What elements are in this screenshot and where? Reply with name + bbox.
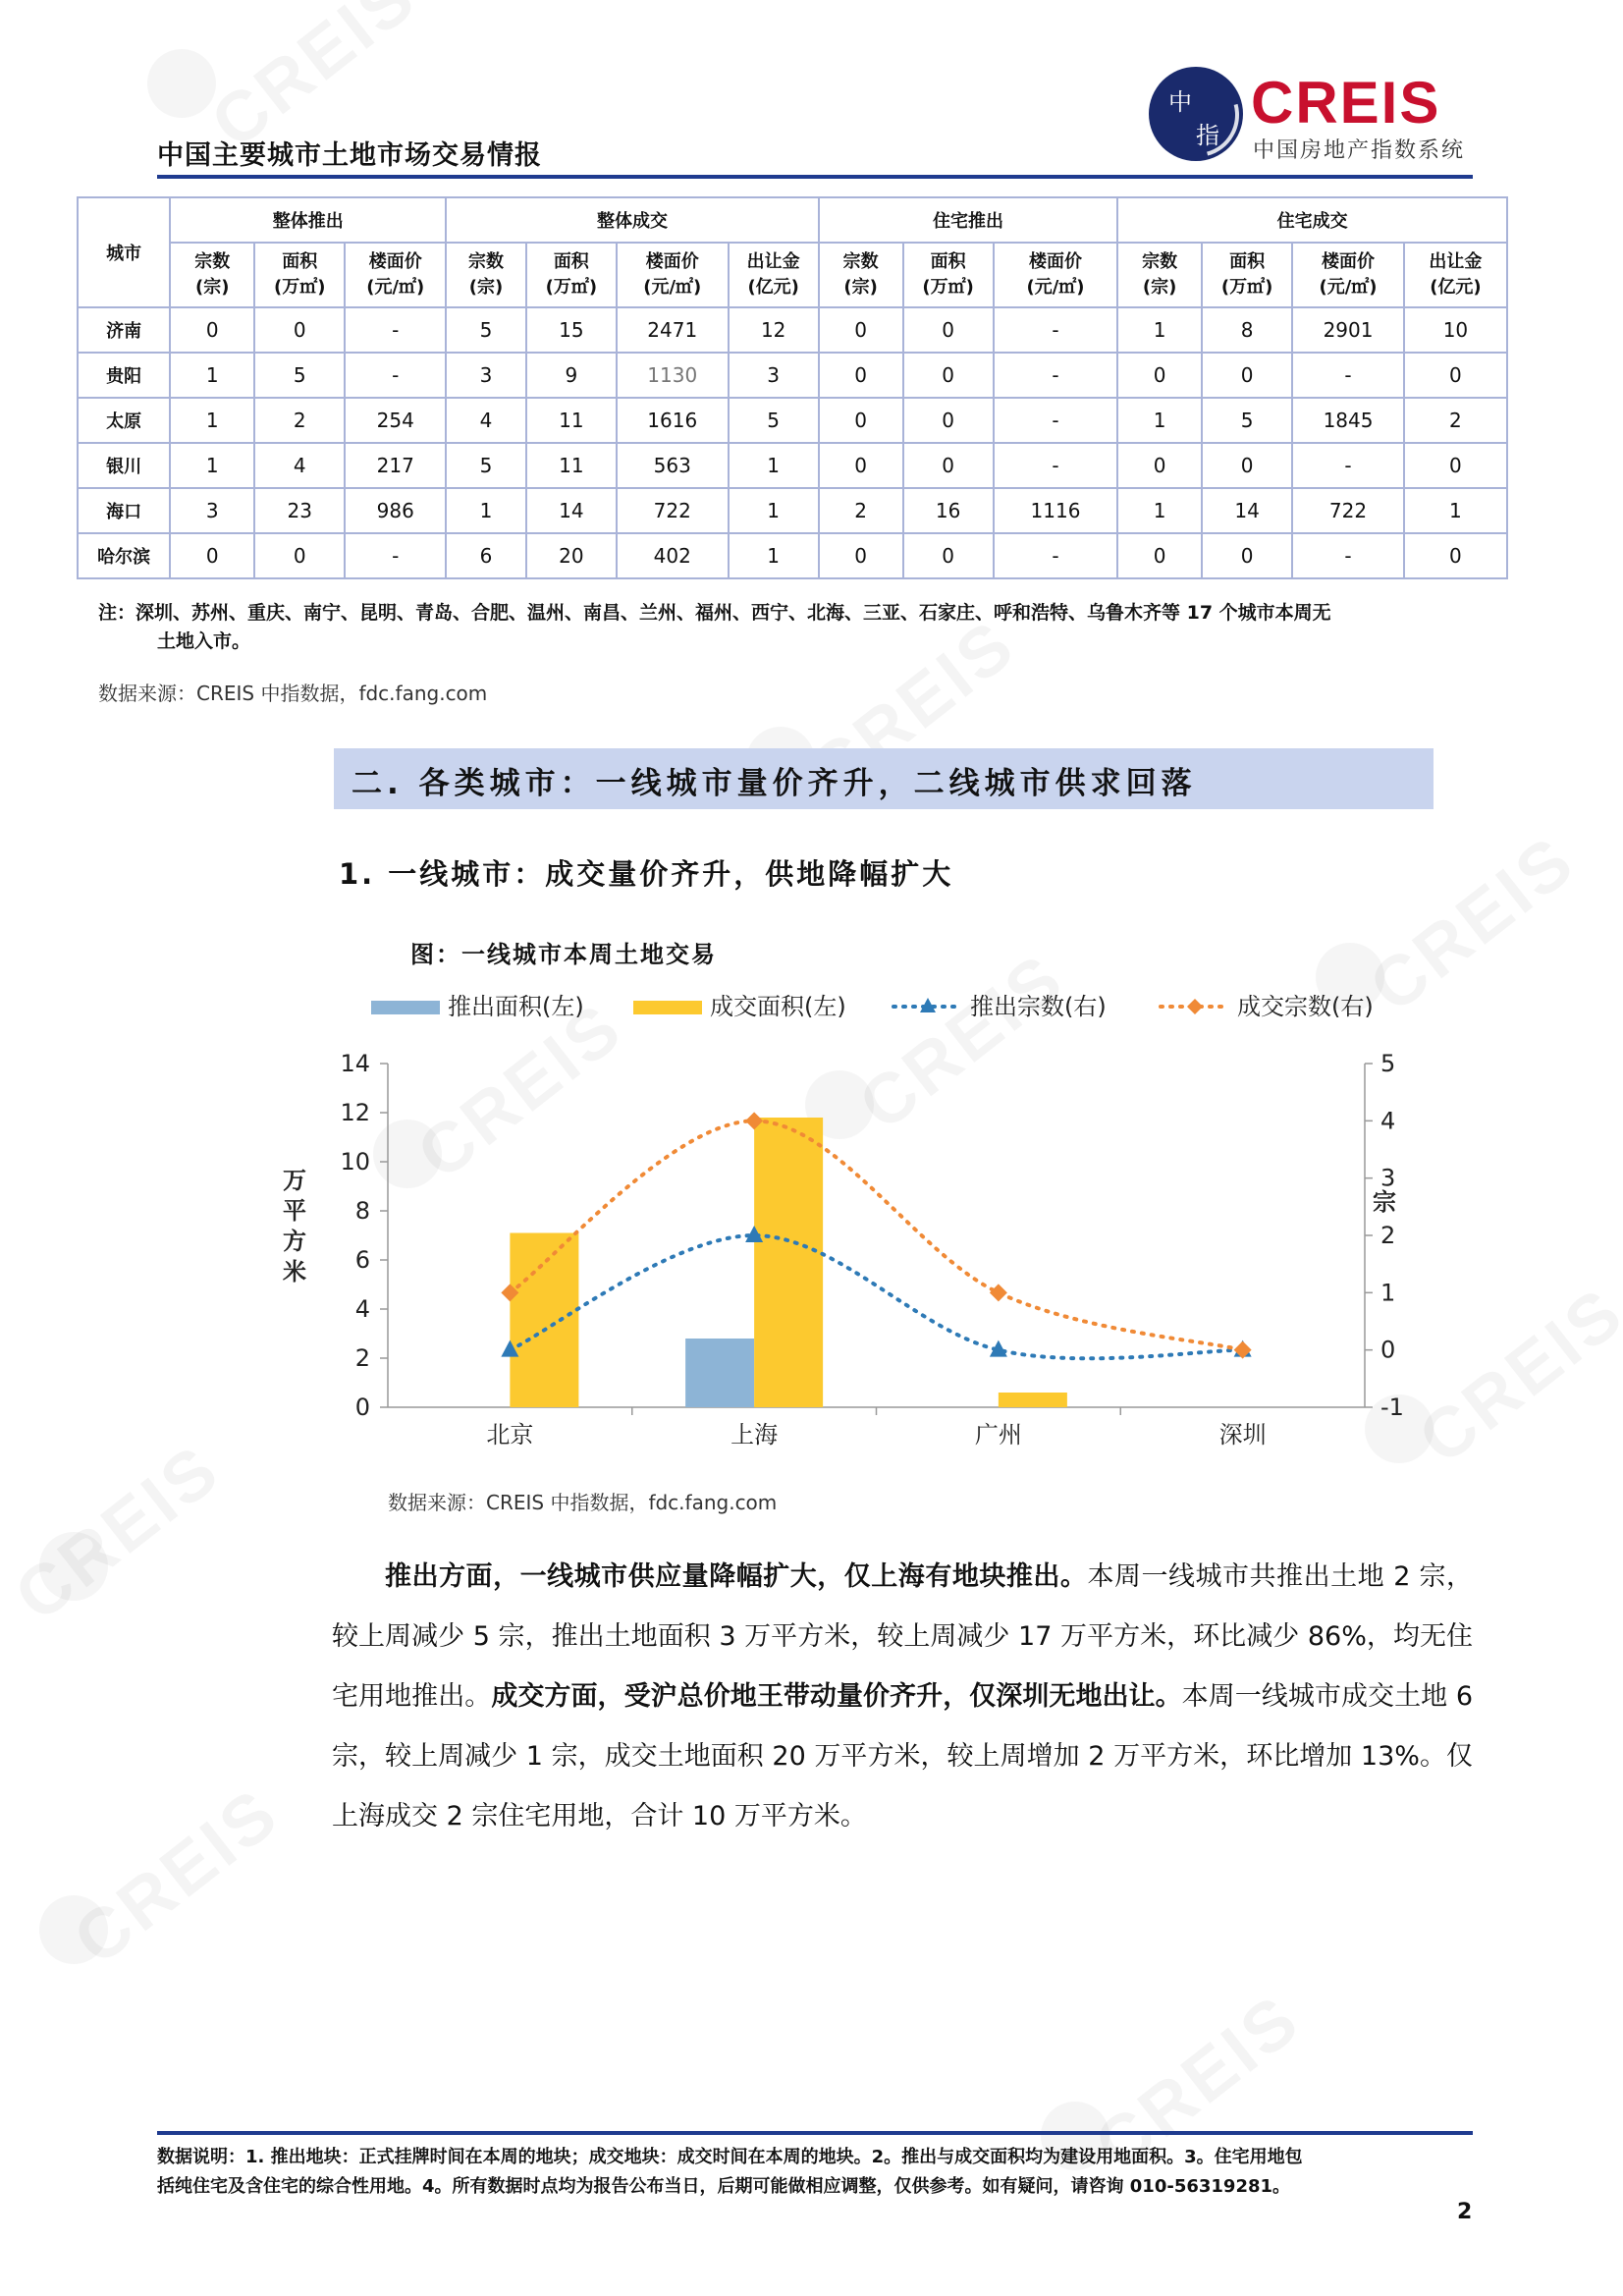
table-cell: 0 [254, 533, 345, 578]
table-cell: 0 [819, 443, 903, 488]
watermark-text [59, 1773, 295, 1981]
table-row [78, 307, 1507, 353]
table-body [78, 307, 1507, 578]
table-cell: 4 [254, 443, 345, 488]
table-subheader: 宗数 (宗) [170, 243, 254, 307]
table-cell: 0 [1202, 533, 1292, 578]
table-cell: 2901 [1292, 307, 1404, 353]
table-cell: 1 [1404, 488, 1507, 533]
x-tick-label: 深圳 [1218, 1421, 1267, 1449]
table-cell: 0 [170, 307, 254, 353]
watermark-circle [39, 1895, 108, 1964]
logo-brand-text: CREIS [1251, 70, 1441, 136]
body-text: 本周一线城市成交土地 6 宗，较上周减少 1 宗，成交土地面积 20 万平方米，较上周增加 2 万平方米，环比增加 13%。仅上海成交 2 宗住宅用地，合计 10 万平方米。 [332, 1681, 1474, 1831]
table-row [78, 443, 1507, 488]
table-row [78, 398, 1507, 443]
page-number: 2 [1457, 2200, 1473, 2224]
table-group-header: 住宅成交 [1117, 197, 1507, 243]
table-group-header: 住宅推出 [819, 197, 1117, 243]
table-cell: 0 [170, 533, 254, 578]
table-cell: 0 [903, 353, 994, 398]
logo-subtitle: 中国房地产指数系统 [1253, 138, 1466, 163]
table-subheader: 出让金 (亿元) [1404, 243, 1507, 307]
table-subheader: 面积 (万㎡) [526, 243, 617, 307]
table-cell: 1 [1117, 398, 1202, 443]
table-cell: - [994, 307, 1118, 353]
series-line [510, 1235, 1242, 1358]
right-tick-label: 0 [1380, 1336, 1396, 1364]
table-cell: 23 [254, 488, 345, 533]
table-cell: - [345, 307, 446, 353]
footer-note-line: 数据说明：1. 推出地块：正式挂牌时间在本周的地块；成交地块：成交时间在本周的地块。2。推出与成交面积均为建设用地面积。3。住宅用地包 [157, 2147, 1303, 2167]
table-cell: 0 [903, 443, 994, 488]
table-cell: - [345, 353, 446, 398]
table-cell: - [1292, 533, 1404, 578]
table-cell: 0 [1117, 353, 1202, 398]
table-cell: 12 [729, 307, 819, 353]
x-tick-label: 上海 [730, 1421, 779, 1449]
figure-caption: 图：一线城市本周土地交易 [410, 941, 717, 968]
table-cell: 14 [1202, 488, 1292, 533]
tier1-city-land-chart [265, 982, 1424, 1493]
table-cell: 10 [1404, 307, 1507, 353]
table-cell: 3 [729, 353, 819, 398]
table-row [78, 533, 1507, 578]
table-cell: 16 [903, 488, 994, 533]
table-cell: 5 [729, 398, 819, 443]
table-cell: 1 [446, 488, 525, 533]
watermark-circle [39, 1532, 108, 1601]
table-cell: 5 [254, 353, 345, 398]
watermark-circle [147, 49, 216, 118]
logo-emblem-char: 中 [1168, 88, 1192, 116]
right-tick-label: 5 [1380, 1050, 1396, 1077]
table-cell: 1 [729, 533, 819, 578]
left-tick-label: 0 [354, 1394, 370, 1421]
table-subheader: 面积 (万㎡) [254, 243, 345, 307]
table-row [78, 488, 1507, 533]
left-tick-label: 10 [340, 1148, 370, 1175]
table-cell: 1 [170, 443, 254, 488]
table-cell: 1130 [617, 353, 729, 398]
table-subheader: 楼面价 (元/㎡) [994, 243, 1118, 307]
table-subheader: 宗数 (宗) [1117, 243, 1202, 307]
legend-swatch [371, 1001, 440, 1014]
table-cell: 1845 [1292, 398, 1404, 443]
bar-transacted-area [510, 1233, 578, 1408]
table-group-header: 整体推出 [170, 197, 446, 243]
table-cell: 0 [1117, 443, 1202, 488]
table-cell: 0 [1404, 533, 1507, 578]
table-row-city: 贵阳 [78, 353, 170, 398]
body-text: 本周一线城市共推出土地 2 宗，较上周减少 5 宗，推出土地面积 3 万平方米，较上周减少 17 万平方米，环比减少 86%，均无住宅用地推出。 [332, 1561, 1474, 1712]
document-title: 中国主要城市土地市场交易情报 [157, 140, 542, 171]
footer-divider [157, 2131, 1473, 2135]
table-cell: 2 [819, 488, 903, 533]
legend-marker [1187, 999, 1203, 1014]
table-cell: 1 [729, 488, 819, 533]
header-divider [157, 175, 1473, 179]
table-cell: 15 [526, 307, 617, 353]
table-row [78, 353, 1507, 398]
logo-emblem [1149, 67, 1243, 161]
table-cell: 0 [903, 307, 994, 353]
table-cell: 0 [819, 398, 903, 443]
table-cell: 3 [446, 353, 525, 398]
table-cell: 1116 [994, 488, 1118, 533]
table-cell: 0 [819, 307, 903, 353]
table-cell: 0 [819, 533, 903, 578]
legend-label: 成交宗数(右) [1237, 993, 1374, 1020]
subsection-title: 1. 一线城市：成交量价齐升，供地降幅扩大 [339, 857, 954, 891]
table-row-city: 海口 [78, 488, 170, 533]
table-cell: 2 [1404, 398, 1507, 443]
right-tick-label: 1 [1380, 1279, 1396, 1307]
table-note-line: 注：深圳、苏州、重庆、南宁、昆明、青岛、合肥、温州、南昌、兰州、福州、西宁、北海、三亚、石家庄、呼和浩特、乌鲁木齐等 17 个城市本周无 [98, 602, 1331, 624]
table-header-city: 城市 [78, 197, 170, 307]
table-cell: 5 [446, 443, 525, 488]
x-tick-label: 北京 [486, 1421, 534, 1449]
table-cell: 5 [1202, 398, 1292, 443]
table-cell: 0 [1202, 353, 1292, 398]
table-cell: 20 [526, 533, 617, 578]
table-cell: 254 [345, 398, 446, 443]
table-cell: 0 [903, 398, 994, 443]
left-axis-title-char: 米 [283, 1258, 306, 1285]
body-emphasis: 成交方面，受沪总价地王带动量价齐升，仅深圳无地出让。 [491, 1681, 1182, 1712]
diamond-marker [990, 1284, 1007, 1301]
table-cell: 11 [526, 398, 617, 443]
table-cell: 217 [345, 443, 446, 488]
table-cell: 1 [729, 443, 819, 488]
legend-label: 推出面积(左) [448, 993, 584, 1020]
table-cell: 14 [526, 488, 617, 533]
table-subheader: 面积 (万㎡) [1202, 243, 1292, 307]
left-axis-title-char: 万 [283, 1167, 306, 1194]
table-cell: 0 [1404, 443, 1507, 488]
bar-transacted-area [999, 1393, 1067, 1407]
table-cell: - [1292, 353, 1404, 398]
table-cell: 563 [617, 443, 729, 488]
left-tick-label: 8 [354, 1197, 370, 1225]
right-axis-title: 宗 [1373, 1188, 1396, 1216]
series-line [510, 1121, 1242, 1349]
right-tick-label: 3 [1380, 1164, 1396, 1192]
table-subheader: 楼面价 (元/㎡) [617, 243, 729, 307]
chart-data-source: 数据来源：CREIS 中指数据，fdc.fang.com [388, 1491, 778, 1514]
body-paragraph [332, 1547, 1473, 1846]
table-cell: 4 [446, 398, 525, 443]
table-cell: 5 [446, 307, 525, 353]
table-cell: 11 [526, 443, 617, 488]
x-tick-label: 广州 [974, 1421, 1022, 1449]
right-tick-label: 2 [1380, 1222, 1396, 1249]
land-transaction-table [77, 196, 1508, 579]
table-cell: - [994, 398, 1118, 443]
footer-note [157, 2143, 1478, 2202]
table-subheader-row [78, 243, 1507, 307]
body-emphasis: 推出方面，一线城市供应量降幅扩大，仅上海有地块推出。 [385, 1561, 1088, 1592]
table-subheader: 宗数 (宗) [446, 243, 525, 307]
table-cell: 2 [254, 398, 345, 443]
logo-emblem-char: 指 [1196, 122, 1219, 149]
watermark-text [0, 1429, 236, 1637]
table-row-city: 银川 [78, 443, 170, 488]
table-cell: 722 [1292, 488, 1404, 533]
legend-swatch [633, 1001, 702, 1014]
table-cell: 6 [446, 533, 525, 578]
table-cell: 9 [526, 353, 617, 398]
table-cell: - [994, 353, 1118, 398]
legend-label: 成交面积(左) [710, 993, 846, 1020]
table-cell: 1 [1117, 488, 1202, 533]
table-cell: - [994, 533, 1118, 578]
bar-transacted-area [754, 1118, 823, 1407]
left-tick-label: 14 [340, 1050, 370, 1077]
table-note-line: 土地入市。 [157, 630, 251, 652]
table-note [98, 599, 1532, 656]
table-cell: 8 [1202, 307, 1292, 353]
table-subheader: 楼面价 (元/㎡) [345, 243, 446, 307]
section-title: 二. 各类城市：一线城市量价齐升，二线城市供求回落 [352, 766, 1197, 801]
table-cell: 986 [345, 488, 446, 533]
left-tick-label: 2 [354, 1344, 370, 1372]
table-cell: 0 [1202, 443, 1292, 488]
table-cell: 722 [617, 488, 729, 533]
table-cell: 0 [254, 307, 345, 353]
left-tick-label: 12 [340, 1099, 370, 1126]
table-cell: - [1292, 443, 1404, 488]
table-row-city: 太原 [78, 398, 170, 443]
table-subheader: 出让金 (亿元) [729, 243, 819, 307]
right-tick-label: 4 [1380, 1107, 1396, 1135]
table-cell: 2471 [617, 307, 729, 353]
table-cell: 0 [1117, 533, 1202, 578]
data-source: 数据来源：CREIS 中指数据，fdc.fang.com [98, 682, 488, 705]
table-row-city: 济南 [78, 307, 170, 353]
table-cell: - [994, 443, 1118, 488]
table-cell: 3 [170, 488, 254, 533]
bar-launched-area [685, 1339, 754, 1407]
table-cell: 0 [1404, 353, 1507, 398]
footer-note-line: 括纯住宅及含住宅的综合性用地。4。所有数据时点均为报告公布当日，后期可能做相应调整，仅供参考。如有疑问，请咨询 010-56319281。 [157, 2176, 1291, 2197]
legend-label: 推出宗数(右) [970, 993, 1107, 1020]
table-cell: 1 [170, 353, 254, 398]
table-group-header: 整体成交 [446, 197, 819, 243]
table-subheader: 楼面价 (元/㎡) [1292, 243, 1404, 307]
left-tick-label: 6 [354, 1246, 370, 1274]
table-cell: 1616 [617, 398, 729, 443]
watermark-text [1404, 1272, 1623, 1480]
table-cell: 0 [903, 533, 994, 578]
table-row-city: 哈尔滨 [78, 533, 170, 578]
table-cell: 0 [819, 353, 903, 398]
creis-logo [1149, 67, 1473, 165]
table-cell: 402 [617, 533, 729, 578]
left-tick-label: 4 [354, 1295, 370, 1323]
right-tick-label: -1 [1380, 1394, 1404, 1421]
table-cell: 1 [1117, 307, 1202, 353]
table-cell: 1 [170, 398, 254, 443]
table-cell: - [345, 533, 446, 578]
left-axis-title-char: 方 [283, 1228, 306, 1255]
table-subheader: 宗数 (宗) [819, 243, 903, 307]
table-subheader: 面积 (万㎡) [903, 243, 994, 307]
left-axis-title-char: 平 [283, 1197, 306, 1225]
